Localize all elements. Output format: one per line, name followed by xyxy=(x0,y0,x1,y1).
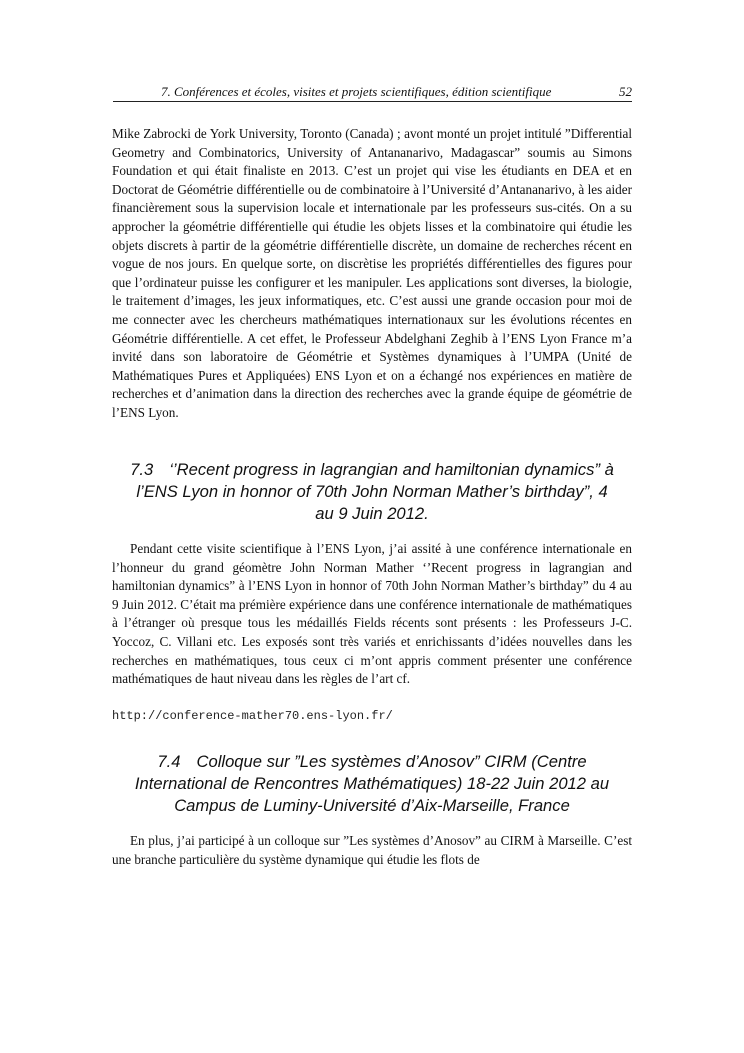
section-7-3-title-line2: l’ENS Lyon in honnor of 70th John Norman Mather’s birthday”, 4 xyxy=(136,482,608,501)
header-title: 7. Conférences et écoles, visites et projets scientifiques, édition scientifique xyxy=(161,84,552,99)
section-7-3-title-line1: 7.3 ‘’Recent progress in lagrangian and hamiltonian dynamics” à xyxy=(130,460,614,479)
header-rule xyxy=(113,101,632,102)
section-7-3-number: 7.3 xyxy=(130,460,154,479)
section-7-3-title-line3: au 9 Juin 2012. xyxy=(315,504,429,523)
section-7-3-heading xyxy=(112,459,632,525)
section-7-3-body: Pendant cette visite scientifique à l’ENS Lyon, j’ai assité à une conférence internationale en l’honneur du grand géomètre John Norman Mather ‘’Recent progress in lagrangian and hamiltonian dynamics” à l’ENS Lyon in honnor of 70th John Norman Mather’s birthday” du 4 au 9 Juin 2012. C’était ma prémière expérience dans une conférence internationale de mathématiques à l’étranger où presque tous les médaillés Fields récents sont présents : les Professeurs J-C. Yoccoz, C. Villani etc. Les exposés sont très variés et enrichissants d’idées nouvelles dans les recherches en mathématiques, tous ceux ci m’ont appris comment présenter une conférence mathématiques de haut niveau dans les règles de l’art cf. xyxy=(112,541,632,687)
section-7-4-title-line2: International de Rencontres Mathématiques) 18-22 Juin 2012 au xyxy=(134,774,610,793)
page-number: 52 xyxy=(619,84,632,99)
section-7-4-title-line1: 7.4 Colloque sur ”Les systèmes d’Anosov” CIRM (Centre xyxy=(157,752,587,771)
section-7-4-number: 7.4 xyxy=(157,752,181,771)
section-7-4-heading xyxy=(112,751,632,817)
paragraph-intro: Mike Zabrocki de York University, Toronto (Canada) ; avont monté un projet intitulé ”Differential Geometry and Combinatorics, University of Antananarivo, Madagascar” soumis au Simons Foundation et qui était finaliste en 2013. C’est un projet qui vise les étudiants en DEA et en Doctorat de Géométrie différentielle ou de combinatoire à l’Université d’Antananarivo, à les aider financièrement sous la supervision locale et internationale par les professeurs sus-cités. On a su approcher la géométrie différentielle qui étudie les objets lisses et la combinatoire qui étudie les objets discrets à partir de la géométrie différentielle discrète, un domaine de recherches récent en vogue de nos jours. En quelque sorte, on discrètise les propriétés différentielles des figures pour que l’ordinateur puisse les configurer et les manipuler. Les applications sont diverses, la biologie, le traitement d’images, les jeux informatiques, etc. C’est aussi une grande occasion pour moi de me connecter avec les chercheurs mathématiques internationaux sur les évolutions récentes en Géométrie différentielle. A cet effet, le Professeur Abdelghani Zeghib à l’ENS Lyon France m’a invité dans son laboratoire de Géométrie et Systèmes dynamiques à l’UMPA (Unité de Mathématiques Pures et Appliquées) ENS Lyon et on a échangé nos expériences en matière de recherches et d’animation dans la direction des recherches avec la grande équipe de géométrie de l’ENS Lyon. xyxy=(112,126,632,420)
section-7-4-title-line3: Campus de Luminy-Université d’Aix-Marseille, France xyxy=(174,796,570,815)
running-header xyxy=(113,84,632,100)
conference-url-link[interactable]: http://conference-mather70.ens-lyon.fr/ xyxy=(112,709,393,723)
section-7-4-body: En plus, j’ai participé à un colloque sur ”Les systèmes d’Anosov” au CIRM à Marseille. C’est une branche particulière du système dynamique qui étudie les flots de xyxy=(112,833,632,867)
